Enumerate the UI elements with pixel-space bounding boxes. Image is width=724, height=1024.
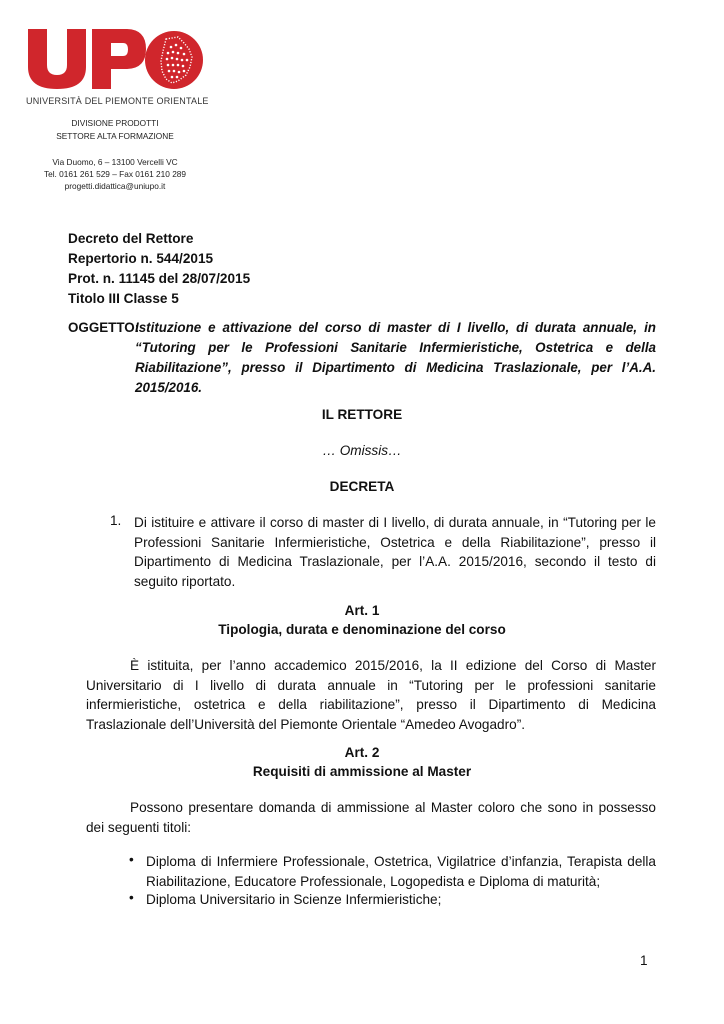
- decree-titolo: Titolo III Classe 5: [68, 291, 179, 306]
- office-address: Via Duomo, 6 – 13100 Vercelli VC: [52, 157, 178, 167]
- rettore-heading: IL RETTORE: [321, 407, 403, 422]
- decree-repertorio: Repertorio n. 544/2015: [68, 251, 214, 266]
- bullet-icon: •: [129, 852, 134, 867]
- item-text: Di istituire e attivare il corso di master di I livello, di durata annuale, in “Tutoring per le Professioni Sanitarie Infermieristiche, Ostetrica e della Riabilitazione”, presso il Dipartimento di Medicina Traslazionale, per l’A.A. 2015/2016, secondo il testo di seguito riportato.: [134, 515, 656, 589]
- decree-block: [68, 229, 250, 309]
- logo-caption: UNIVERSITÀ DEL PIEMONTE ORIENTALE: [26, 96, 209, 106]
- art1-title: Tipologia, durata e denominazione del corso: [218, 622, 506, 637]
- decreta-heading: DECRETA: [329, 479, 395, 494]
- art1-number: Art. 1: [344, 603, 380, 618]
- subject-label: OGGETTO:: [68, 320, 140, 335]
- art2-number: Art. 2: [344, 745, 380, 760]
- art2-title: Requisiti di ammissione al Master: [252, 764, 472, 779]
- bullet-icon: •: [129, 890, 134, 905]
- decree-title: Decreto del Rettore: [68, 231, 194, 246]
- logo-letter-u: [28, 29, 86, 89]
- sector-name: SETTORE ALTA FORMAZIONE: [56, 131, 174, 141]
- subject-text: Istituzione e attivazione del corso di master di I livello, di durata annuale, in “Tutoring per le Professioni Sanitarie Infermieristiche, Ostetrica e della Riabilitazione”, presso il Dipartimento di Medicina Traslazionale, per l’A.A. 2015/2016.: [135, 320, 656, 395]
- omissis-text: … Omissis…: [322, 443, 402, 458]
- office-phone: Tel. 0161 261 529 – Fax 0161 210 289: [43, 169, 187, 179]
- office-email: progetti.didattica@uniupo.it: [64, 181, 166, 191]
- art2-text: Possono presentare domanda di ammissione al Master coloro che sono in possesso dei seguenti titoli:: [86, 800, 656, 835]
- art1-text: È istituita, per l’anno accademico 2015/2016, la II edizione del Corso di Master Universitario di I livello di durata annuale in “Tutoring per le professioni sanitarie infermieristiche, ostetrica e della riabilitazione”, presso il Dipartimento di Medicina Traslazionale dell’Università del Piemonte Orientale “Amedeo Avogadro”.: [86, 658, 656, 732]
- subject-block: [68, 318, 656, 398]
- decree-protocol: Prot. n. 11145 del 28/07/2015: [68, 271, 251, 286]
- list-item: Diploma Universitario in Scienze Infermieristiche;: [146, 892, 442, 907]
- item-number: 1.: [110, 513, 122, 528]
- division-name: DIVISIONE PRODOTTI: [71, 118, 159, 128]
- logo-letter-o: [145, 31, 203, 89]
- list-item: Diploma di Infermiere Professionale, Ostetrica, Vigilatrice d’infanzia, Terapista della Riabilitazione, Educatore Professionale, Logopedista e Diploma di maturità;: [146, 854, 656, 889]
- page-number: 1: [640, 953, 648, 968]
- logo-letter-p: [92, 29, 146, 89]
